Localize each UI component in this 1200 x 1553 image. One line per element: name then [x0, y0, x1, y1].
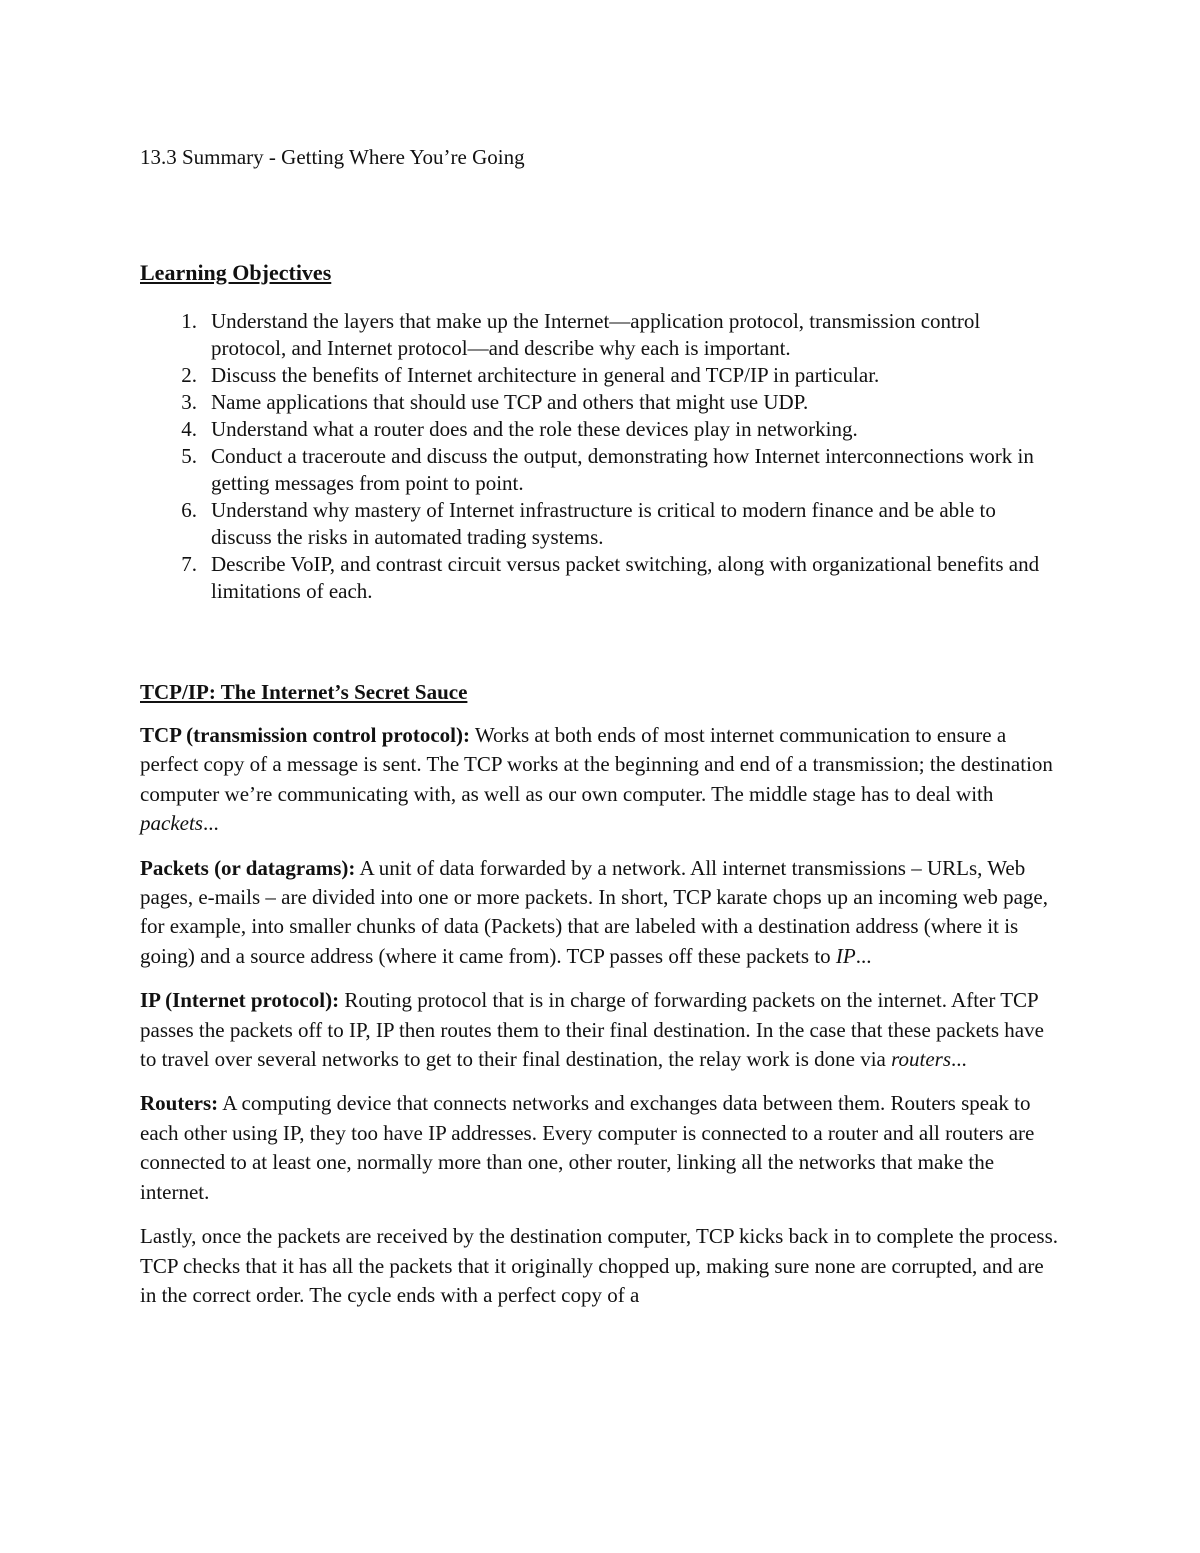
- packets-italic: IP: [835, 943, 856, 968]
- tcp-tail: ...: [202, 811, 219, 836]
- list-item-number: 3.: [181, 390, 197, 414]
- tcp-italic: packets: [140, 811, 203, 836]
- packets-paragraph: [140, 854, 1060, 972]
- routers-paragraph: [140, 1089, 1060, 1207]
- tcp-ip-section-heading: TCP/IP: The Internet’s Secret Sauce: [140, 680, 468, 704]
- list-item: [140, 497, 1060, 551]
- list-item-text: Describe VoIP, and contrast circuit versus packet switching, along with organizational benefits and limitations of each.: [211, 552, 1040, 603]
- tcp-paragraph: [140, 721, 1060, 839]
- list-item: [140, 389, 1060, 416]
- list-item: [140, 362, 1060, 389]
- routers-term: Routers:: [140, 1091, 219, 1116]
- list-item-text: Understand what a router does and the role these devices play in networking.: [211, 417, 858, 441]
- list-item-text: Conduct a traceroute and discuss the output, demonstrating how Internet interconnections work in getting messages from point to point.: [211, 444, 1034, 495]
- list-item: [140, 443, 1060, 497]
- ip-paragraph: [140, 986, 1060, 1074]
- lastly-body: Lastly, once the packets are received by the destination computer, TCP kicks back in to complete the process. TCP checks that it has all the packets that it originally chopped up, making sure none are corrupted, and are in the correct order. The cycle ends with a perfect copy of a: [140, 1224, 1059, 1307]
- list-item-text: Name applications that should use TCP and others that might use UDP.: [211, 390, 809, 414]
- list-item-text: Understand why mastery of Internet infrastructure is critical to modern finance and be able to discuss the risks in automated trading systems.: [211, 498, 996, 549]
- packets-term: Packets (or datagrams):: [140, 855, 356, 880]
- ip-italic: routers: [891, 1047, 952, 1072]
- tcp-term: TCP (transmission control protocol):: [140, 723, 470, 747]
- lastly-paragraph: [140, 1222, 1060, 1310]
- ip-tail: ...: [951, 1047, 967, 1072]
- ip-term: IP (Internet protocol):: [140, 988, 340, 1013]
- list-item-number: 7.: [181, 552, 197, 576]
- packets-body: A unit of data forwarded by a network. All internet transmissions – URLs, Web pages, e-mails – are divided into one or more packets. In short, TCP karate chops up an incoming web page, for example, into smaller chunks of data (Packets) that are labeled with a destination address (where it is going) and a source address (where it came from). TCP passes off these packets to: [140, 855, 1049, 968]
- objectives-list: [140, 308, 1060, 605]
- packets-tail: ...: [855, 943, 872, 968]
- document-title: 13.3 Summary - Getting Where You’re Going: [140, 145, 525, 169]
- routers-body: A computing device that connects networks and exchanges data between them. Routers speak to each other using IP, they too have IP addresses. Every computer is connected to a router and all routers are connected to at least one, normally more than one, other router, linking all the networks that make the internet.: [140, 1091, 1035, 1204]
- list-item-number: 4.: [181, 417, 197, 441]
- learning-objectives-heading: Learning Objectives: [140, 260, 332, 285]
- list-item: [140, 308, 1060, 362]
- list-item-text: Discuss the benefits of Internet architecture in general and TCP/IP in particular.: [211, 363, 880, 387]
- ip-body: Routing protocol that is in charge of forwarding packets on the internet. After TCP passes the packets off to IP, IP then routes them to their final destination. In the case that these packets have to travel over several networks to get to their final destination, the relay work is done via: [140, 988, 1044, 1072]
- list-item-number: 5.: [181, 444, 197, 468]
- list-item-text: Understand the layers that make up the Internet—application protocol, transmission control protocol, and Internet protocol—and describe why each is important.: [211, 309, 981, 360]
- list-item-number: 6.: [181, 498, 197, 522]
- tcp-body: Works at both ends of most internet communication to ensure a perfect copy of a message is sent. The TCP works at the beginning and end of a transmission; the destination computer we’re communicating with, as well as our own computer. The middle stage has to deal with: [140, 723, 1053, 806]
- list-item: [140, 551, 1060, 605]
- list-item: [140, 416, 1060, 443]
- list-item-number: 1.: [181, 309, 197, 333]
- list-item-number: 2.: [181, 363, 197, 387]
